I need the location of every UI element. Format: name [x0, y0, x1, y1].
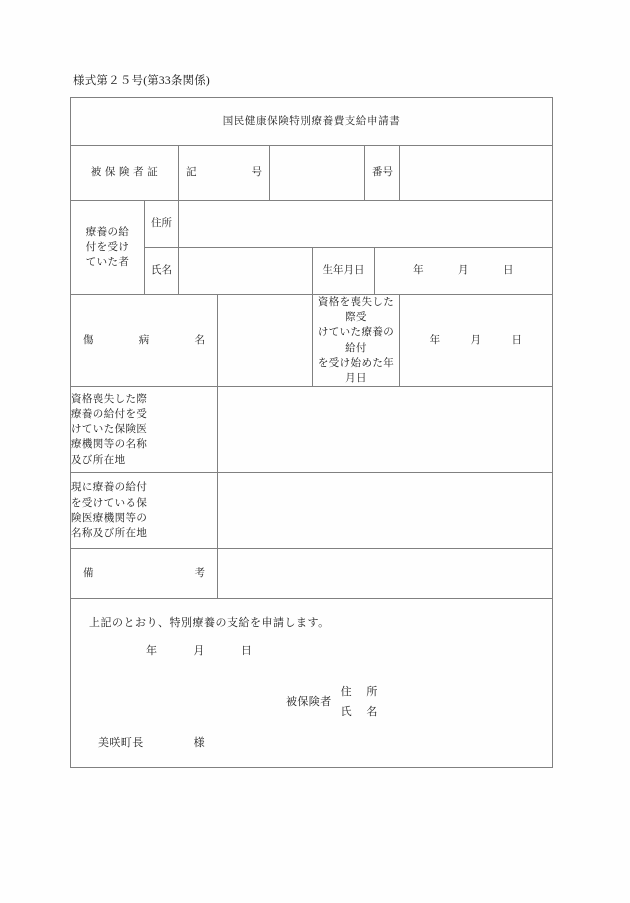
declaration-month-label: 月 — [193, 645, 205, 658]
declaration-day-label: 日 — [240, 645, 253, 658]
illness-name-field[interactable] — [218, 295, 313, 387]
former-institution-label-line-4: 療機関等の名称 — [71, 439, 148, 451]
recipient-name-label: 氏名 — [145, 248, 179, 295]
declaration-row — [71, 599, 553, 768]
addressee-line — [98, 736, 205, 752]
former-institution-label-line-3: けていた保険医 — [71, 424, 148, 436]
birthdate-year-label: 年 — [413, 265, 425, 277]
remarks-label-bi: 備 — [83, 568, 94, 580]
number-value-field[interactable] — [400, 146, 553, 201]
symbol-label-cell — [179, 146, 270, 201]
recipient-address-row — [71, 201, 553, 248]
illness-name-label — [71, 295, 218, 387]
start-date-label-line-3: を受け始めた年月日 — [317, 357, 395, 385]
declaration-year-label: 年 — [146, 645, 158, 658]
insured-signature-block — [286, 683, 383, 722]
birthdate-month-label: 月 — [458, 265, 469, 277]
current-institution-label-line-2: を受けている保 — [71, 497, 148, 509]
recipient-label-line-2: 付を受け — [85, 241, 130, 253]
symbol-label-kigo: 記 — [186, 167, 197, 179]
former-institution-label-line-5: 及び所在地 — [71, 454, 126, 466]
form-number: 様式第２５号(第33条関係) — [73, 75, 210, 87]
declaration-cell — [71, 599, 553, 768]
treatment-start-date-label — [313, 295, 400, 387]
start-date-year-label: 年 — [429, 335, 441, 347]
symbol-value-field[interactable] — [270, 146, 365, 201]
recipient-address-field[interactable] — [179, 201, 553, 248]
current-institution-row — [71, 473, 553, 549]
addressee-name: 美咲町長 — [98, 737, 144, 750]
recipient-label-line-3: ていた者 — [85, 257, 130, 269]
start-date-label-line-1: 資格を喪失した際受 — [317, 297, 395, 324]
illness-label-mei: 名 — [194, 335, 205, 347]
treatment-start-date-field[interactable] — [400, 295, 553, 387]
birthdate-day-label: 日 — [502, 265, 514, 277]
declaration-date[interactable] — [146, 644, 252, 660]
title-row — [71, 98, 553, 146]
remarks-field[interactable] — [218, 549, 553, 599]
illness-label-byo: 病 — [138, 335, 150, 347]
remarks-row — [71, 549, 553, 599]
start-date-label-line-2: けていた療養の給付 — [317, 327, 395, 354]
current-institution-label-line-1: 現に療養の給付 — [71, 482, 148, 494]
form-title: 国民健康保険特別療養費支給申請書 — [71, 98, 553, 146]
current-institution-label-line-4: 名称及び所在地 — [71, 528, 148, 540]
insurance-card-row — [71, 146, 553, 201]
recipient-section-label — [71, 201, 145, 295]
symbol-label-gou: 号 — [251, 167, 262, 179]
start-date-month-label: 月 — [470, 335, 482, 347]
current-institution-field[interactable] — [218, 473, 553, 549]
former-institution-label — [71, 387, 218, 473]
addressee-honorific: 様 — [193, 737, 206, 750]
remarks-label — [71, 549, 218, 599]
insured-name-label: 氏 名 — [340, 705, 384, 718]
declaration-statement: 上記のとおり、特別療養の支給を申請します。 — [89, 617, 330, 630]
illness-label-sho: 傷 — [83, 335, 94, 347]
former-institution-row — [71, 387, 553, 473]
insured-address-label: 住 所 — [340, 686, 384, 699]
former-institution-field[interactable] — [218, 387, 553, 473]
application-form-table — [70, 97, 553, 768]
recipient-birthdate-label: 生年月日 — [313, 248, 375, 295]
illness-row — [71, 295, 553, 387]
number-label-cell — [365, 146, 400, 201]
number-label-ban: 番 — [372, 167, 383, 179]
former-institution-label-line-1: 資格喪失した際 — [71, 393, 148, 405]
insurance-card-label: 被 保 険 者 証 — [71, 146, 179, 201]
number-label-gou: 号 — [382, 167, 393, 179]
current-institution-label-line-3: 険医療機関等の — [71, 512, 148, 524]
insured-label: 被保険者 — [286, 695, 332, 708]
recipient-name-field[interactable] — [179, 248, 313, 295]
former-institution-label-line-2: 療養の給付を受 — [71, 408, 148, 420]
recipient-address-label: 住所 — [145, 201, 179, 248]
current-institution-label — [71, 473, 218, 549]
start-date-day-label: 日 — [511, 335, 523, 347]
recipient-label-line-1: 療養の給 — [85, 226, 130, 238]
remarks-label-kou: 考 — [194, 568, 205, 580]
recipient-birthdate-field[interactable] — [375, 248, 553, 295]
